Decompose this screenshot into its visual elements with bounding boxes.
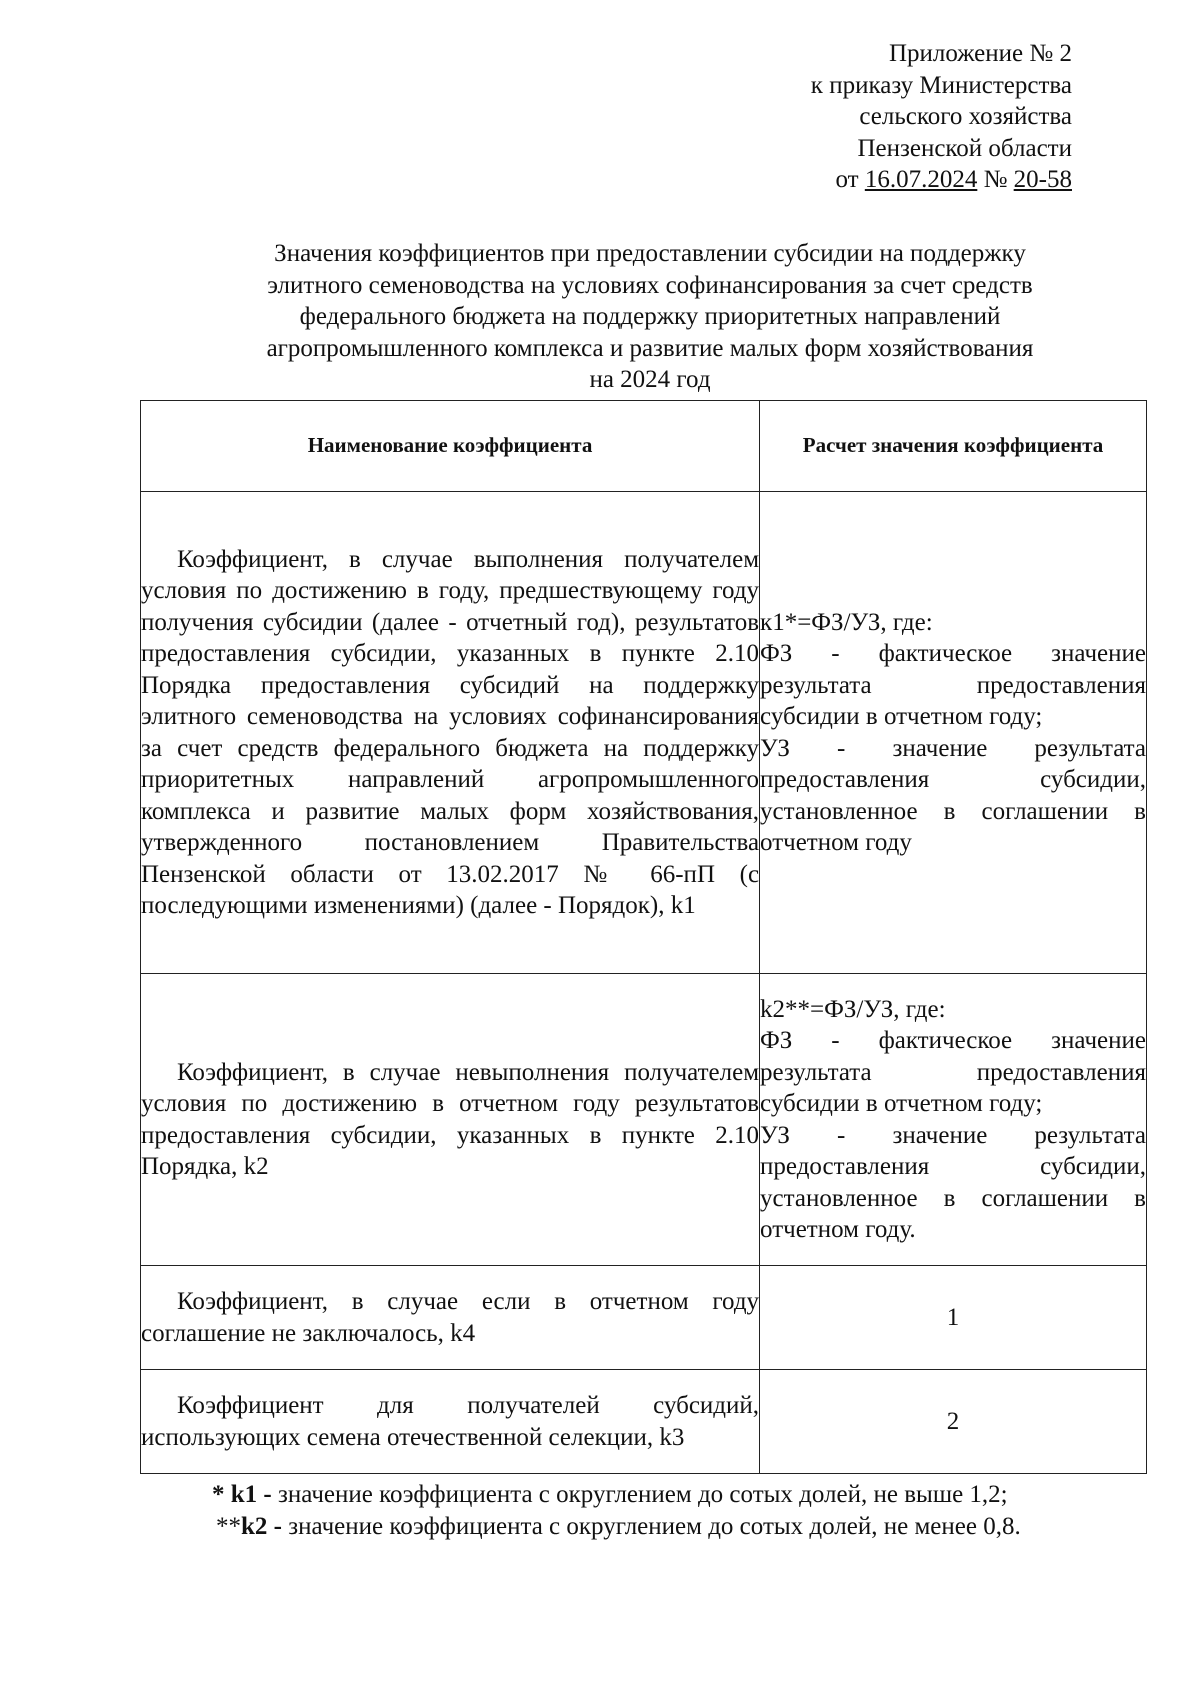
formula: k2**=ФЗ/УЗ, где: (760, 995, 946, 1023)
footnote-text: значение коэффициента с округлением до сотых долей, не менее 0,8. (281, 1512, 1021, 1540)
footnote-k2 (212, 1511, 1132, 1543)
coefficient-name: Коэффициент для получателей субсидий, использующих семена отечественной селекции, k3 (141, 1370, 760, 1474)
table-header-row (141, 401, 1147, 492)
coefficient-calc (760, 492, 1147, 974)
title-line: на 2024 год (589, 366, 711, 393)
title-line: Значения коэффициентов при предоставлении субсидии на поддержку (274, 240, 1026, 267)
coefficient-value: 1 (760, 1266, 1147, 1370)
table-row (141, 974, 1147, 1266)
fz-definition: ФЗ - фактическое значение результата предоставления субсидии в отчетном году; (760, 1027, 1146, 1117)
title-line: элитного семеноводства на условиях софинансирования за счет средств (267, 271, 1033, 299)
number-label: № (983, 166, 1008, 193)
coefficient-name: Коэффициент, в случае если в отчетном году соглашение не заключалось, k4 (141, 1266, 760, 1370)
from-label: от (835, 166, 859, 193)
footnote-text: значение коэффициента с округлением до сотых долей, не выше 1,2; (271, 1481, 1008, 1508)
table-row (141, 1266, 1147, 1370)
title-line: федерального бюджета на поддержку приоритетных направлений (299, 303, 1001, 330)
coefficients-table (140, 400, 1147, 1474)
title-line: агропромышленного комплекса и развитие малых форм хозяйствования (266, 334, 1034, 362)
fz-definition: ФЗ - фактическое значение результата предоставления субсидии в отчетном году; (760, 640, 1146, 730)
header-line: сельского хозяйства (859, 103, 1072, 130)
uz-definition: УЗ - значение результата предоставления субсидии, установленное в соглашении в отчетном году (760, 734, 1146, 856)
footnotes (212, 1479, 1132, 1542)
header-line: Приложение № 2 (888, 40, 1072, 67)
column-header-calc: Расчет значения коэффициента (760, 401, 1147, 492)
footnote-marker: * (212, 1481, 231, 1508)
order-date: 16.07.2024 (864, 166, 978, 193)
document-title (200, 238, 1100, 396)
coefficient-calc (760, 974, 1147, 1266)
footnote-key: k2 - (241, 1512, 282, 1540)
formula: к1*=ФЗ/УЗ, где: (760, 608, 933, 636)
header-line: к приказу Министерства (810, 71, 1072, 99)
coefficient-value: 2 (760, 1370, 1147, 1474)
table-row (141, 1370, 1147, 1474)
uz-definition: УЗ - значение результата предоставления субсидии, установленное в соглашении в отчетном году. (760, 1121, 1146, 1243)
order-date-line (811, 164, 1072, 196)
coefficient-name: Коэффициент, в случае невыполнения получателем условия по достижению в отчетном году результатов предоставления субсидии, указанных в пункте 2.10 Порядка, k2 (141, 974, 760, 1266)
footnote-k1 (212, 1479, 1132, 1511)
table-row (141, 492, 1147, 974)
order-number: 20-58 (1013, 166, 1072, 193)
column-header-name: Наименование коэффициента (141, 401, 760, 492)
appendix-header (811, 38, 1072, 196)
footnote-marker: ** (216, 1512, 241, 1540)
footnote-key: k1 - (230, 1481, 272, 1508)
header-line: Пензенской области (857, 134, 1072, 162)
coefficient-name: Коэффициент, в случае выполнения получателем условия по достижению в году, предшествующему году получения субсидии (далее - отчетный год), результатов предоставления субсидии, указанных в пункте 2.10 Порядка предоставления субсидий на поддержку элитного семеноводства на условиях софинансирования за счет средств федерального бюджета на поддержку приоритетных направлений агропромышленного комплекса и развитие малых форм хозяйствования, утвержденного постановлением Правительства Пензенской области от 13.02.2017 № 66-пП (с последующими изменениями) (далее - Порядок), k1 (141, 492, 760, 974)
